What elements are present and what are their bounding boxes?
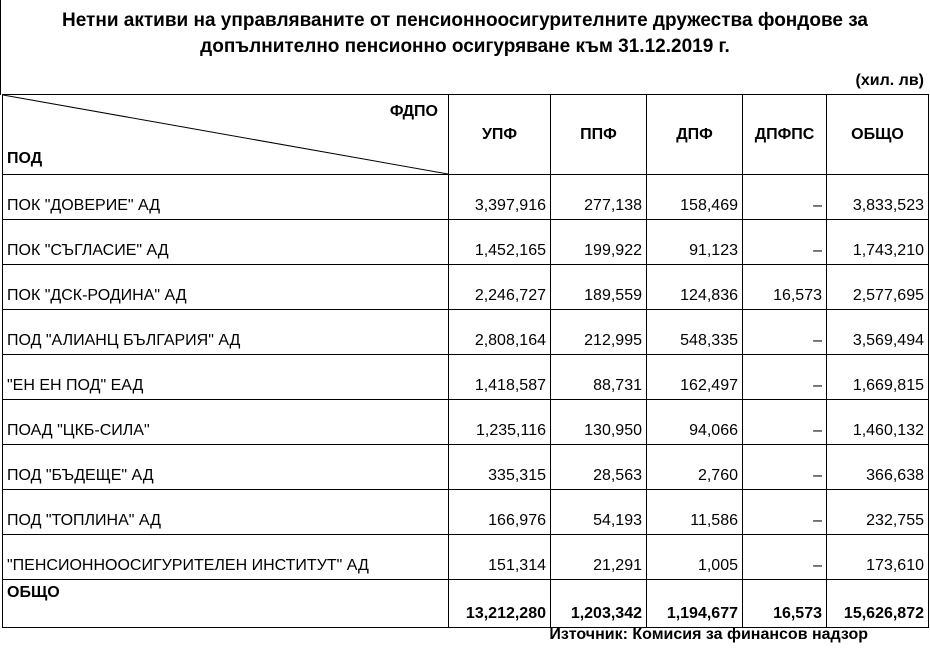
table-row	[3, 265, 929, 310]
total-row	[3, 580, 929, 628]
value-cell-dpfps: 16,573	[743, 265, 827, 310]
table-row	[3, 310, 929, 355]
page-title	[0, 8, 930, 60]
value-cell-upf: 335,315	[449, 445, 551, 490]
header-corner-cell	[3, 95, 449, 175]
unit-label: (хил. лв)	[855, 72, 924, 89]
header-col-dpf: ДПФ	[647, 95, 743, 175]
header-pod-label: ПОД	[7, 150, 43, 167]
value-cell-ppf: 189,559	[551, 265, 647, 310]
title-line-1: Нетни активи на управляваните от пенсионноосигурителните дружества фондове за	[62, 10, 868, 31]
value-cell-dpfps: –	[743, 490, 827, 535]
total-label-cell: ОБЩО	[3, 580, 449, 628]
header-col-ppf: ППФ	[551, 95, 647, 175]
table-row	[3, 400, 929, 445]
value-cell-dpfps: –	[743, 355, 827, 400]
value-cell-ppf: 212,995	[551, 310, 647, 355]
value-cell-ppf: 21,291	[551, 535, 647, 580]
value-cell-dpfps: –	[743, 175, 827, 220]
value-cell-dpf: 162,497	[647, 355, 743, 400]
company-name-cell: "ПЕНСИОННООСИГУРИТЕЛЕН ИНСТИТУТ" АД	[3, 535, 449, 580]
total-cell-upf: 13,212,280	[449, 580, 551, 628]
value-cell-dpf: 158,469	[647, 175, 743, 220]
value-cell-upf: 1,452,165	[449, 220, 551, 265]
value-cell-upf: 2,808,164	[449, 310, 551, 355]
value-cell-dpfps: –	[743, 220, 827, 265]
value-cell-upf: 3,397,916	[449, 175, 551, 220]
diagonal-divider	[3, 95, 448, 174]
value-cell-dpfps: –	[743, 535, 827, 580]
company-name-cell: ПОК "ДСК-РОДИНА" АД	[3, 265, 449, 310]
value-cell-total: 3,833,523	[827, 175, 929, 220]
value-cell-dpf: 91,123	[647, 220, 743, 265]
value-cell-dpfps: –	[743, 310, 827, 355]
header-fdpo-label: ФДПО	[389, 103, 438, 120]
value-cell-total: 2,577,695	[827, 265, 929, 310]
value-cell-dpf: 548,335	[647, 310, 743, 355]
company-name-cell: ПОК "СЪГЛАСИЕ" АД	[3, 220, 449, 265]
company-name-cell: ПОД "БЪДЕЩЕ" АД	[3, 445, 449, 490]
value-cell-total: 1,460,132	[827, 400, 929, 445]
value-cell-total: 1,669,815	[827, 355, 929, 400]
value-cell-dpf: 11,586	[647, 490, 743, 535]
table-row	[3, 355, 929, 400]
title-line-2: допълнително пенсионно осигуряване към 31.12.2019 г.	[200, 36, 730, 57]
value-cell-dpf: 124,836	[647, 265, 743, 310]
net-assets-table	[2, 94, 929, 628]
value-cell-dpf: 1,005	[647, 535, 743, 580]
company-name-cell: ПОК "ДОВЕРИЕ" АД	[3, 175, 449, 220]
company-name-cell: "ЕН ЕН ПОД" ЕАД	[3, 355, 449, 400]
header-col-total: ОБЩО	[827, 95, 929, 175]
table-row	[3, 535, 929, 580]
value-cell-total: 173,610	[827, 535, 929, 580]
table-header-row	[3, 95, 929, 175]
value-cell-upf: 166,976	[449, 490, 551, 535]
header-col-dpfps: ДПФПС	[743, 95, 827, 175]
total-cell-dpfps: 16,573	[743, 580, 827, 628]
value-cell-upf: 1,418,587	[449, 355, 551, 400]
value-cell-ppf: 277,138	[551, 175, 647, 220]
value-cell-total: 232,755	[827, 490, 929, 535]
table-row	[3, 220, 929, 265]
source-note: Източник: Комисия за финансов надзор	[549, 626, 868, 643]
table-row	[3, 445, 929, 490]
value-cell-dpf: 94,066	[647, 400, 743, 445]
value-cell-upf: 151,314	[449, 535, 551, 580]
value-cell-dpf: 2,760	[647, 445, 743, 490]
value-cell-ppf: 130,950	[551, 400, 647, 445]
company-name-cell: ПОАД "ЦКБ-СИЛА"	[3, 400, 449, 445]
table-row	[3, 175, 929, 220]
value-cell-ppf: 88,731	[551, 355, 647, 400]
value-cell-upf: 2,246,727	[449, 265, 551, 310]
value-cell-dpfps: –	[743, 445, 827, 490]
value-cell-ppf: 54,193	[551, 490, 647, 535]
total-cell-ppf: 1,203,342	[551, 580, 647, 628]
value-cell-total: 366,638	[827, 445, 929, 490]
value-cell-ppf: 199,922	[551, 220, 647, 265]
total-cell-dpf: 1,194,677	[647, 580, 743, 628]
company-name-cell: ПОД "ТОПЛИНА" АД	[3, 490, 449, 535]
value-cell-upf: 1,235,116	[449, 400, 551, 445]
header-col-upf: УПФ	[449, 95, 551, 175]
company-name-cell: ПОД "АЛИАНЦ БЪЛГАРИЯ" АД	[3, 310, 449, 355]
value-cell-dpfps: –	[743, 400, 827, 445]
value-cell-ppf: 28,563	[551, 445, 647, 490]
table-row	[3, 490, 929, 535]
total-cell-total: 15,626,872	[827, 580, 929, 628]
value-cell-total: 1,743,210	[827, 220, 929, 265]
value-cell-total: 3,569,494	[827, 310, 929, 355]
